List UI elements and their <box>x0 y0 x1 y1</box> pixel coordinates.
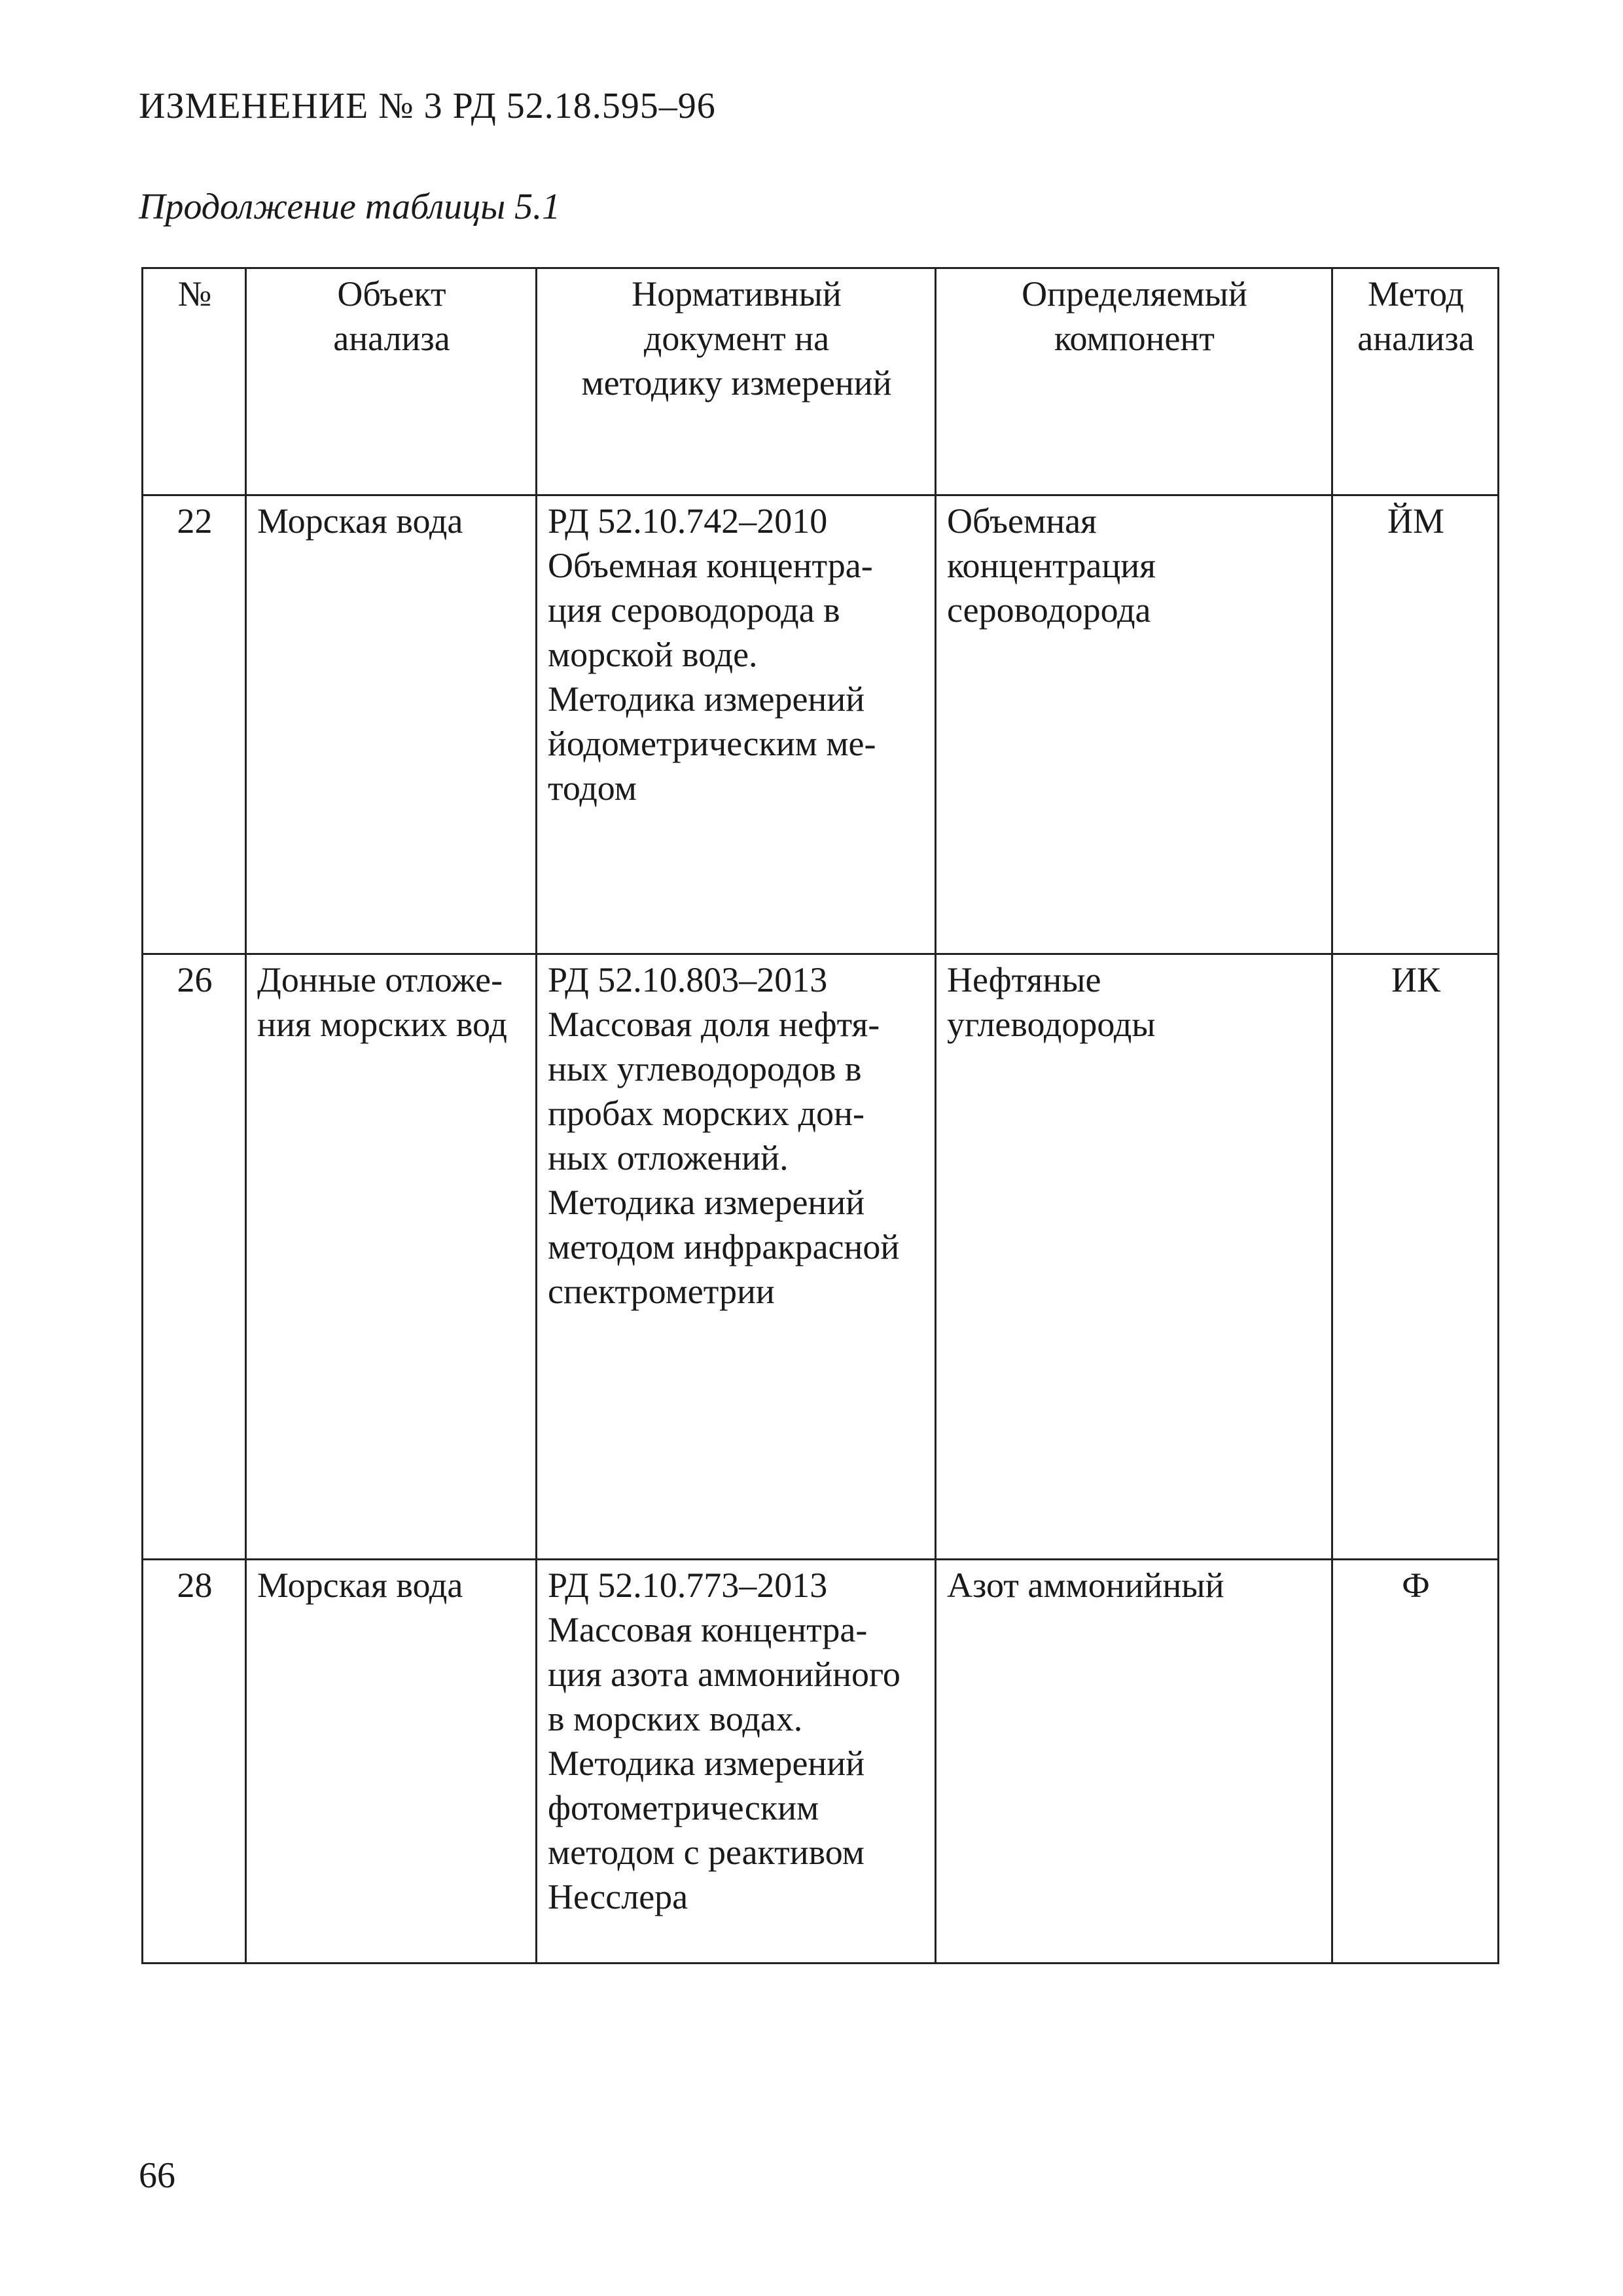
header-line: анализа <box>333 319 450 358</box>
header-line: Объект <box>337 274 446 314</box>
cell-line: Морская вода <box>257 501 463 541</box>
cell-line: Морская вода <box>257 1566 463 1605</box>
table-row <box>143 954 1499 1560</box>
row-component <box>936 495 1332 954</box>
header-line: методику измерений <box>581 363 892 403</box>
cell-line: Донные отложе- <box>257 960 503 999</box>
cell-line: РД 52.10.773–2013 <box>548 1566 828 1605</box>
row-method: ИК <box>1332 954 1499 1560</box>
cell-line: Методика измерений <box>548 1744 865 1783</box>
header-line: Определяемый <box>1022 274 1247 314</box>
cell-line: РД 52.10.803–2013 <box>548 960 828 999</box>
header-line: Нормативный <box>632 274 842 314</box>
cell-line: пробах морских дон- <box>548 1094 865 1133</box>
table-row <box>143 495 1499 954</box>
cell-line: ных отложений. <box>548 1138 789 1177</box>
cell-line: Объемная концентра- <box>548 546 873 585</box>
cell-line: ния морских вод <box>257 1005 507 1044</box>
cell-line: йодометрическим ме- <box>548 724 876 763</box>
row-object <box>246 1560 537 1964</box>
cell-line: морской воде. <box>548 635 758 674</box>
cell-line: Несслера <box>548 1877 688 1916</box>
document-header: ИЗМЕНЕНИЕ № 3 РД 52.18.595–96 <box>139 86 716 126</box>
cell-line: в морских водах. <box>548 1699 803 1738</box>
cell-line: ция азота аммонийного <box>548 1655 901 1694</box>
row-component <box>936 954 1332 1560</box>
cell-line: ция сероводорода в <box>548 590 840 630</box>
row-component <box>936 1560 1332 1964</box>
header-line: анализа <box>1357 319 1474 358</box>
cell-line: Объемная <box>947 501 1097 541</box>
cell-line: Азот аммонийный <box>947 1566 1224 1605</box>
table-row <box>143 1560 1499 1964</box>
row-document <box>537 1560 936 1964</box>
row-num: 28 <box>143 1560 246 1964</box>
cell-line: методом инфракрасной <box>548 1227 900 1266</box>
column-header-method <box>1332 268 1499 495</box>
row-num: 22 <box>143 495 246 954</box>
row-num: 26 <box>143 954 246 1560</box>
cell-line: тодом <box>548 768 637 808</box>
table-header-row <box>143 268 1499 495</box>
cell-line: сероводорода <box>947 590 1151 630</box>
table-caption: Продолжение таблицы 5.1 <box>139 187 561 227</box>
cell-line: Массовая доля нефтя- <box>548 1005 880 1044</box>
page-number: 66 <box>139 2155 175 2196</box>
column-header-component <box>936 268 1332 495</box>
header-line: компонент <box>1054 319 1215 358</box>
cell-line: спектрометрии <box>548 1272 775 1311</box>
cell-line: углеводороды <box>947 1005 1156 1044</box>
column-header-document <box>537 268 936 495</box>
column-header-object <box>246 268 537 495</box>
header-line: № <box>177 274 212 314</box>
row-method: ЙМ <box>1332 495 1499 954</box>
methods-table <box>141 267 1499 1964</box>
row-method: Ф <box>1332 1560 1499 1964</box>
header-line: документ на <box>643 319 830 358</box>
cell-line: фотометрическим <box>548 1788 819 1827</box>
row-object <box>246 954 537 1560</box>
cell-line: РД 52.10.742–2010 <box>548 501 828 541</box>
cell-line: концентрация <box>947 546 1156 585</box>
cell-line: Нефтяные <box>947 960 1101 999</box>
cell-line: ных углеводородов в <box>548 1049 862 1088</box>
cell-line: Методика измерений <box>548 1183 865 1222</box>
row-document <box>537 495 936 954</box>
cell-line: методом с реактивом <box>548 1833 865 1872</box>
column-header-num <box>143 268 246 495</box>
header-line: Метод <box>1367 274 1465 314</box>
cell-line: Методика измерений <box>548 679 865 719</box>
row-object <box>246 495 537 954</box>
cell-line: Массовая концентра- <box>548 1610 868 1649</box>
row-document <box>537 954 936 1560</box>
